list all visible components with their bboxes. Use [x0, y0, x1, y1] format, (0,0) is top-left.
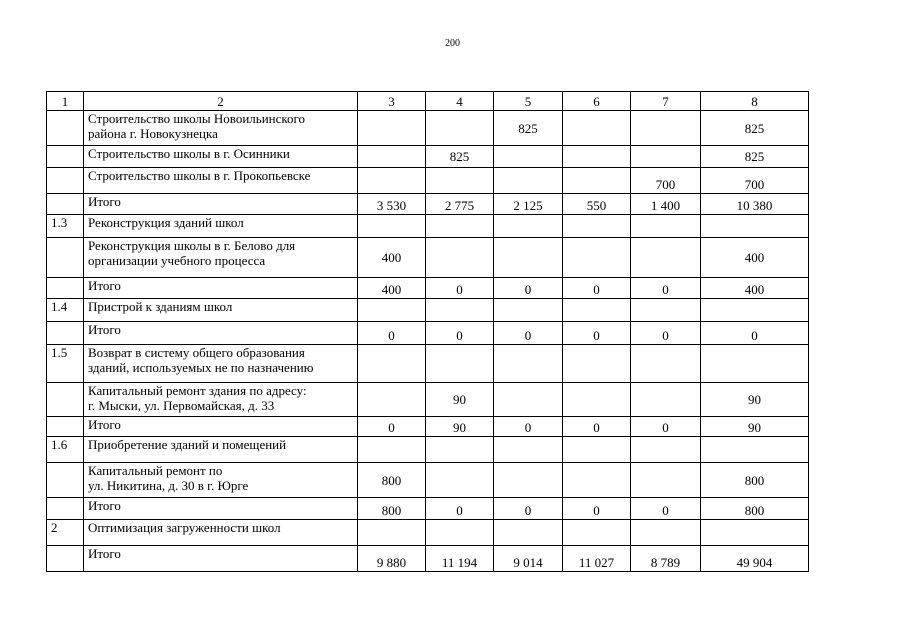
- value-cell-col-7: [631, 463, 701, 498]
- value-cell-col-5: [494, 238, 563, 278]
- row-name-cell: [84, 278, 358, 299]
- row-name-cell: [84, 299, 358, 322]
- value-cell-col-8: 90: [701, 383, 809, 417]
- row-name-line: зданий, используемых не по назначению: [88, 360, 314, 375]
- value-cell-col-4: [426, 437, 494, 463]
- table-row: [47, 111, 809, 146]
- table-row: [47, 215, 809, 238]
- value-cell-col-4: [426, 299, 494, 322]
- row-name-cell: [84, 383, 358, 417]
- table-row: [47, 278, 809, 299]
- value-cell-col-6: [563, 215, 631, 238]
- row-number-cell: [47, 546, 84, 572]
- value-cell-col-8: 49 904: [701, 546, 809, 572]
- value-cell-col-3: 800: [358, 498, 426, 520]
- value-cell-col-8: 400: [701, 278, 809, 299]
- row-name-cell: [84, 146, 358, 168]
- value-cell-col-3: [358, 345, 426, 383]
- row-name-line: Капитальный ремонт по: [88, 463, 223, 478]
- table-body: [47, 92, 809, 572]
- row-name-cell: [84, 111, 358, 146]
- row-name-cell: [84, 437, 358, 463]
- value-cell-col-3: [358, 299, 426, 322]
- value-cell-col-7: [631, 345, 701, 383]
- row-name-cell: [84, 194, 358, 215]
- value-cell-col-6: 0: [563, 322, 631, 345]
- column-header: 6: [563, 92, 631, 111]
- page-number: 200: [445, 38, 460, 49]
- row-number-cell: [47, 417, 84, 437]
- row-name-line: Строительство школы в г. Прокопьевске: [88, 168, 311, 183]
- row-name-line: Итого: [88, 194, 121, 209]
- column-header: 5: [494, 92, 563, 111]
- row-number-cell: [47, 383, 84, 417]
- table-row: [47, 194, 809, 215]
- value-cell-col-7: [631, 437, 701, 463]
- value-cell-col-6: [563, 437, 631, 463]
- table-row: [47, 546, 809, 572]
- value-cell-col-3: 0: [358, 322, 426, 345]
- value-cell-col-6: [563, 238, 631, 278]
- table-row: [47, 299, 809, 322]
- row-name-cell: [84, 215, 358, 238]
- value-cell-col-7: 1 400: [631, 194, 701, 215]
- row-name-line: Строительство школы в г. Осинники: [88, 146, 290, 161]
- value-cell-col-6: 0: [563, 498, 631, 520]
- value-cell-col-8: 800: [701, 463, 809, 498]
- value-cell-col-5: 0: [494, 278, 563, 299]
- table-row: [47, 463, 809, 498]
- value-cell-col-6: [563, 146, 631, 168]
- value-cell-col-8: [701, 215, 809, 238]
- value-cell-col-7: 0: [631, 322, 701, 345]
- value-cell-col-5: 825: [494, 111, 563, 146]
- value-cell-col-8: 800: [701, 498, 809, 520]
- value-cell-col-8: [701, 437, 809, 463]
- row-name-line: Реконструкция зданий школ: [88, 215, 244, 230]
- row-number-cell: 2: [47, 520, 84, 546]
- value-cell-col-7: 700: [631, 168, 701, 194]
- value-cell-col-7: [631, 383, 701, 417]
- row-name-line: Капитальный ремонт здания по адресу:: [88, 383, 307, 398]
- row-name-cell: [84, 546, 358, 572]
- table-row: [47, 520, 809, 546]
- value-cell-col-8: 400: [701, 238, 809, 278]
- value-cell-col-5: 0: [494, 498, 563, 520]
- table-row: [47, 383, 809, 417]
- row-number-cell: [47, 168, 84, 194]
- row-name-line: Пристрой к зданиям школ: [88, 299, 233, 314]
- value-cell-col-3: 400: [358, 238, 426, 278]
- value-cell-col-4: 90: [426, 417, 494, 437]
- value-cell-col-7: [631, 299, 701, 322]
- row-name-cell: [84, 463, 358, 498]
- row-name-cell: [84, 345, 358, 383]
- value-cell-col-5: [494, 345, 563, 383]
- value-cell-col-5: [494, 383, 563, 417]
- value-cell-col-3: [358, 437, 426, 463]
- value-cell-col-6: [563, 345, 631, 383]
- row-name-line: Реконструкция школы в г. Белово для: [88, 238, 296, 253]
- value-cell-col-7: [631, 146, 701, 168]
- row-name-line: Возврат в систему общего образования: [88, 345, 305, 360]
- row-name-cell: [84, 322, 358, 345]
- value-cell-col-4: 0: [426, 278, 494, 299]
- value-cell-col-5: [494, 463, 563, 498]
- row-number-cell: [47, 194, 84, 215]
- value-cell-col-4: [426, 111, 494, 146]
- row-number-cell: [47, 111, 84, 146]
- value-cell-col-4: [426, 238, 494, 278]
- column-header: 7: [631, 92, 701, 111]
- value-cell-col-8: 700: [701, 168, 809, 194]
- value-cell-col-5: 9 014: [494, 546, 563, 572]
- row-name-line: Итого: [88, 278, 121, 293]
- row-number-cell: [47, 463, 84, 498]
- value-cell-col-8: [701, 345, 809, 383]
- value-cell-col-6: [563, 520, 631, 546]
- column-header: 2: [84, 92, 358, 111]
- value-cell-col-4: 90: [426, 383, 494, 417]
- row-number-cell: [47, 146, 84, 168]
- value-cell-col-5: 0: [494, 417, 563, 437]
- row-name-cell: [84, 168, 358, 194]
- table-row: [47, 345, 809, 383]
- value-cell-col-8: [701, 520, 809, 546]
- column-header: 3: [358, 92, 426, 111]
- table-row: [47, 417, 809, 437]
- value-cell-col-4: 11 194: [426, 546, 494, 572]
- value-cell-col-3: [358, 111, 426, 146]
- value-cell-col-4: [426, 520, 494, 546]
- row-name-line: Приобретение зданий и помещений: [88, 437, 287, 452]
- value-cell-col-7: [631, 111, 701, 146]
- value-cell-col-5: [494, 215, 563, 238]
- row-name-line: Итого: [88, 322, 121, 337]
- value-cell-col-3: [358, 215, 426, 238]
- value-cell-col-4: [426, 168, 494, 194]
- row-name-line: организации учебного процесса: [88, 253, 266, 268]
- value-cell-col-3: [358, 520, 426, 546]
- value-cell-col-5: 0: [494, 322, 563, 345]
- row-number-cell: [47, 278, 84, 299]
- row-number-cell: 1.3: [47, 215, 84, 238]
- value-cell-col-6: 0: [563, 417, 631, 437]
- value-cell-col-7: [631, 215, 701, 238]
- value-cell-col-6: [563, 299, 631, 322]
- value-cell-col-5: 2 125: [494, 194, 563, 215]
- value-cell-col-7: [631, 520, 701, 546]
- value-cell-col-7: 0: [631, 278, 701, 299]
- value-cell-col-8: 825: [701, 111, 809, 146]
- value-cell-col-7: 0: [631, 417, 701, 437]
- value-cell-col-5: [494, 437, 563, 463]
- row-number-cell: [47, 238, 84, 278]
- value-cell-col-4: [426, 215, 494, 238]
- value-cell-col-4: [426, 345, 494, 383]
- value-cell-col-8: 825: [701, 146, 809, 168]
- table-row: [47, 168, 809, 194]
- value-cell-col-8: [701, 299, 809, 322]
- value-cell-col-3: [358, 168, 426, 194]
- value-cell-col-3: [358, 383, 426, 417]
- value-cell-col-3: 800: [358, 463, 426, 498]
- value-cell-col-3: 3 530: [358, 194, 426, 215]
- value-cell-col-6: [563, 111, 631, 146]
- row-name-cell: [84, 498, 358, 520]
- table-row: [47, 437, 809, 463]
- value-cell-col-7: 0: [631, 498, 701, 520]
- column-header: 4: [426, 92, 494, 111]
- row-number-cell: 1.6: [47, 437, 84, 463]
- value-cell-col-4: 2 775: [426, 194, 494, 215]
- row-name-line: Итого: [88, 498, 121, 513]
- value-cell-col-3: 400: [358, 278, 426, 299]
- value-cell-col-4: 0: [426, 322, 494, 345]
- table-row: [47, 322, 809, 345]
- row-name-line: района г. Новокузнецка: [88, 126, 218, 141]
- column-header: 1: [47, 92, 84, 111]
- value-cell-col-3: 9 880: [358, 546, 426, 572]
- value-cell-col-6: 550: [563, 194, 631, 215]
- table-row: [47, 146, 809, 168]
- row-number-cell: [47, 322, 84, 345]
- row-name-line: Строительство школы Новоильинского: [88, 111, 306, 126]
- table-row: [47, 238, 809, 278]
- row-number-cell: 1.4: [47, 299, 84, 322]
- row-name-line: Оптимизация загруженности школ: [88, 520, 281, 535]
- budget-table: [46, 91, 809, 572]
- row-name-cell: [84, 520, 358, 546]
- value-cell-col-4: 0: [426, 498, 494, 520]
- value-cell-col-5: [494, 146, 563, 168]
- value-cell-col-6: [563, 463, 631, 498]
- value-cell-col-7: [631, 238, 701, 278]
- row-name-line: ул. Никитина, д. 30 в г. Юрге: [88, 478, 249, 493]
- row-number-cell: 1.5: [47, 345, 84, 383]
- row-name-line: г. Мыски, ул. Первомайская, д. 33: [88, 398, 275, 413]
- value-cell-col-8: 10 380: [701, 194, 809, 215]
- value-cell-col-3: 0: [358, 417, 426, 437]
- value-cell-col-5: [494, 520, 563, 546]
- table-row: [47, 498, 809, 520]
- value-cell-col-6: 0: [563, 278, 631, 299]
- row-name-line: Итого: [88, 546, 121, 561]
- value-cell-col-8: 0: [701, 322, 809, 345]
- value-cell-col-8: 90: [701, 417, 809, 437]
- value-cell-col-6: 11 027: [563, 546, 631, 572]
- value-cell-col-7: 8 789: [631, 546, 701, 572]
- row-number-cell: [47, 498, 84, 520]
- value-cell-col-6: [563, 168, 631, 194]
- value-cell-col-5: [494, 299, 563, 322]
- value-cell-col-6: [563, 383, 631, 417]
- value-cell-col-4: 825: [426, 146, 494, 168]
- value-cell-col-4: [426, 463, 494, 498]
- value-cell-col-3: [358, 146, 426, 168]
- column-header: 8: [701, 92, 809, 111]
- row-name-line: Итого: [88, 417, 121, 432]
- row-name-cell: [84, 238, 358, 278]
- value-cell-col-5: [494, 168, 563, 194]
- column-header-row: [47, 92, 809, 111]
- row-name-cell: [84, 417, 358, 437]
